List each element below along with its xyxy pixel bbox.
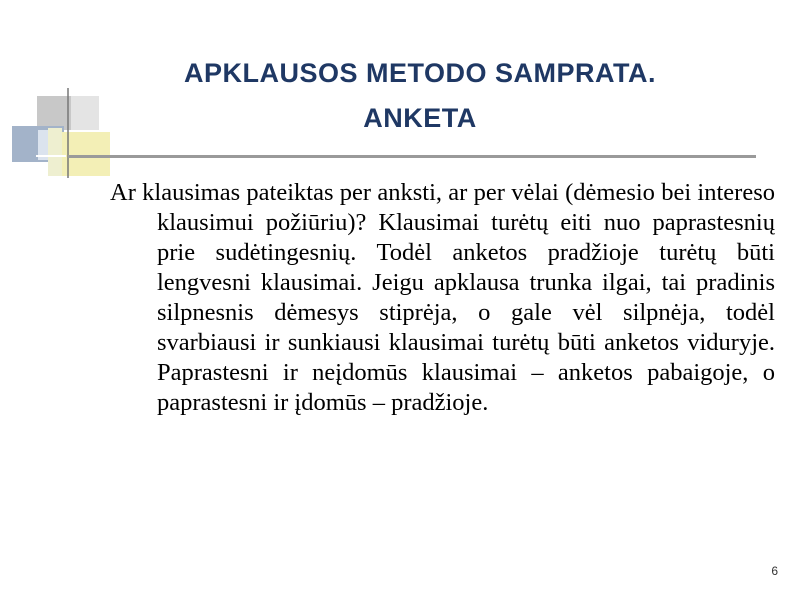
slide-title-line1: APKLAUSOS METODO SAMPRATA. bbox=[183, 58, 656, 88]
decorative-squares bbox=[0, 0, 130, 190]
slide-title-line2: ANKETA bbox=[363, 103, 477, 133]
deco-square-pale-yellow bbox=[48, 128, 62, 176]
slide-body-text: Ar klausimas pateiktas per anksti, ar per vėlai (dėmesio bei intereso klausimui požiūriu)? Klausimai turėtų eiti nuo paprastesnių prie sudėtingesnių. Todėl anketos pradžioje turėtų būti lengvesni klausimai. Jeigu apklausa trunka ilgai, tai pradinis silpnesnis dėmesys stiprėja, o gale vėl silpnėja, todėl svarbiausi ir sunkiausi klausimai turėtų būti anketos viduryje. Paprastesni ir neįdomūs klausimai – anketos pabaigoje, o paprastesni ir įdomūs – pradžioje. bbox=[110, 179, 775, 416]
deco-square-gray-top bbox=[37, 96, 71, 130]
deco-square-light-gray bbox=[71, 96, 99, 130]
slide-number: 6 bbox=[771, 564, 778, 578]
title-divider bbox=[68, 155, 756, 158]
